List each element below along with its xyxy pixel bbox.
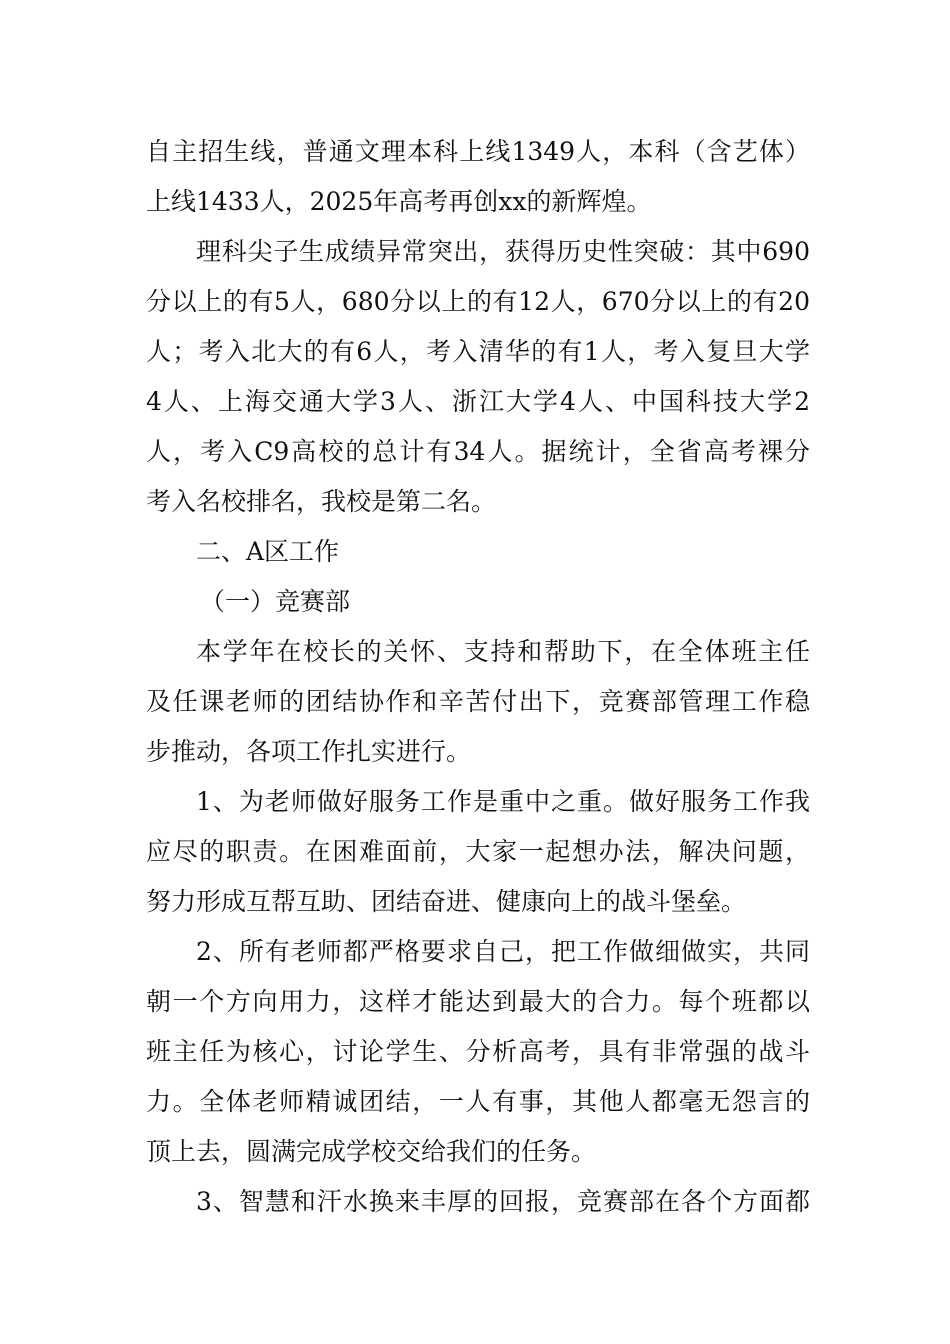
paragraph-line: 理科尖子生成绩异常突出，获得历史性突破：其中690 (196, 237, 810, 266)
document-body (146, 127, 810, 1227)
list-item-line: 1、为老师做好服务工作是重中之重。做好服务工作我 (196, 787, 810, 816)
list-item-line: 顶上去，圆满完成学校交给我们的任务。 (146, 1137, 597, 1166)
list-item-line: 3、智慧和汗水换来丰厚的回报，竞赛部在各个方面都 (196, 1187, 810, 1216)
paragraph-line: 步推动，各项工作扎实进行。 (146, 737, 472, 766)
paragraph-line: 分以上的有5人，680分以上的有12人，670分以上的有20 (146, 287, 810, 316)
list-item-line: 努力形成互帮互助、团结奋进、健康向上的战斗堡垒。 (146, 887, 747, 916)
paragraph-line: 考入名校排名，我校是第二名。 (146, 487, 497, 516)
subsection-heading: （一）竞赛部 (200, 587, 351, 616)
list-item-line: 力。全体老师精诚团结，一人有事，其他人都毫无怨言的 (146, 1087, 810, 1116)
paragraph-line: 自主招生线，普通文理本科上线1349人，本科（含艺体） (146, 137, 810, 166)
list-item-line: 应尽的职责。在困难面前，大家一起想办法，解决问题， (146, 837, 810, 866)
paragraph-line: 4人、上海交通大学3人、浙江大学4人、中国科技大学2 (146, 387, 810, 416)
paragraph-line: 上线1433人，2025年高考再创xx的新辉煌。 (146, 187, 652, 216)
paragraph-line: 本学年在校长的关怀、支持和帮助下，在全体班主任 (196, 637, 810, 666)
list-item-line: 班主任为核心，讨论学生、分析高考，具有非常强的战斗 (146, 1037, 810, 1066)
paragraph-line: 人；考入北大的有6人，考入清华的有1人，考入复旦大学 (146, 337, 810, 366)
paragraph-line: 人，考入C9高校的总计有34人。据统计，全省高考裸分 (146, 437, 810, 466)
section-heading: 二、A区工作 (196, 537, 340, 566)
list-item-line: 朝一个方向用力，这样才能达到最大的合力。每个班都以 (146, 987, 810, 1016)
list-item-line: 2、所有老师都严格要求自己，把工作做细做实，共同 (196, 937, 810, 966)
paragraph-line: 及任课老师的团结协作和辛苦付出下，竞赛部管理工作稳 (146, 687, 810, 716)
